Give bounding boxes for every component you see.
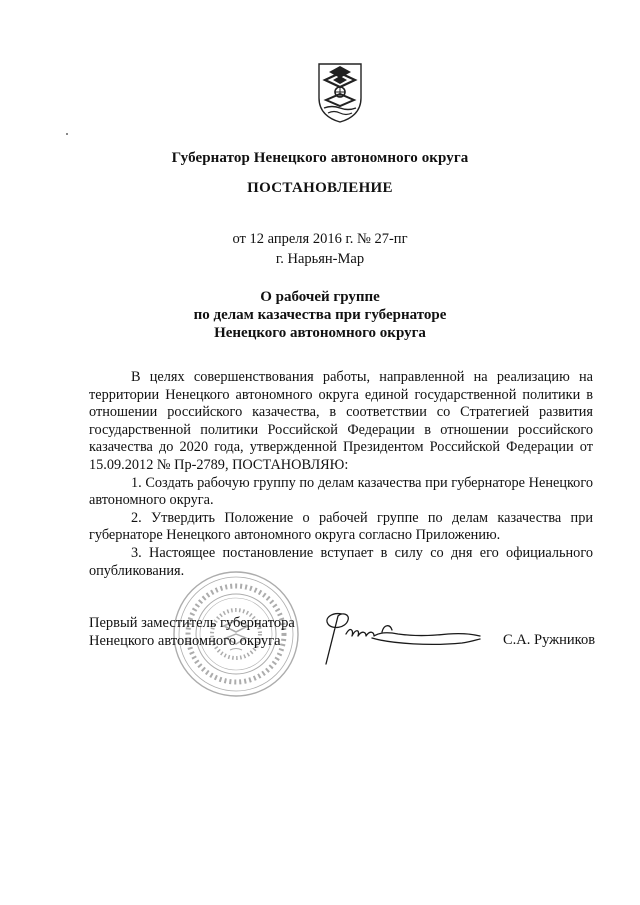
subject-line: по делам казачества при губернаторе xyxy=(193,307,447,323)
signatory-title-line: Ненецкого автономного округа xyxy=(89,633,281,649)
handwritten-signature xyxy=(312,606,488,668)
place-of-issue: г. Нарьян-Мар xyxy=(275,251,365,267)
date-and-number: от 12 апреля 2016 г. № 27-пг xyxy=(232,231,408,247)
signatory-title-line: Первый заместитель губернатора xyxy=(89,615,295,631)
document-body xyxy=(89,369,593,580)
clause-paragraph: 2. Утвердить Положение о рабочей группе по делам казачества при губернаторе Ненецкого автономного округа согласно Приложению. xyxy=(89,509,593,544)
document-type: ПОСТАНОВЛЕНИЕ xyxy=(247,180,393,196)
preamble-paragraph: В целях совершенствования работы, направленной на реализацию на территории Ненецкого автономного округа единой государственной политики в отношении российского казачества, в соответствии со Стратегией развития государственной политики Российской Федерации в отношении российского казачества до 2020 года, утвержденной Президентом Российской Федерации от 15.09.2012 № Пр-2789, ПОСТАНОВЛЯЮ: xyxy=(89,369,593,473)
document-subject xyxy=(0,288,640,342)
coat-of-arms-icon xyxy=(316,62,364,124)
clause-paragraph: 1. Создать рабочую группу по делам казачества при губернаторе Ненецкого автономного округа. xyxy=(89,474,593,509)
issuing-authority: Губернатор Ненецкого автономного округа xyxy=(171,150,469,166)
signer-name: С.А. Ружников xyxy=(503,632,596,648)
subject-line: Ненецкого автономного округа xyxy=(214,325,426,341)
signatory-title xyxy=(89,614,295,650)
scan-speck xyxy=(66,133,68,135)
subject-line: О рабочей группе xyxy=(260,289,380,305)
clause-paragraph: 3. Настоящее постановление вступает в силу со дня его официального опубликования. xyxy=(89,544,593,579)
